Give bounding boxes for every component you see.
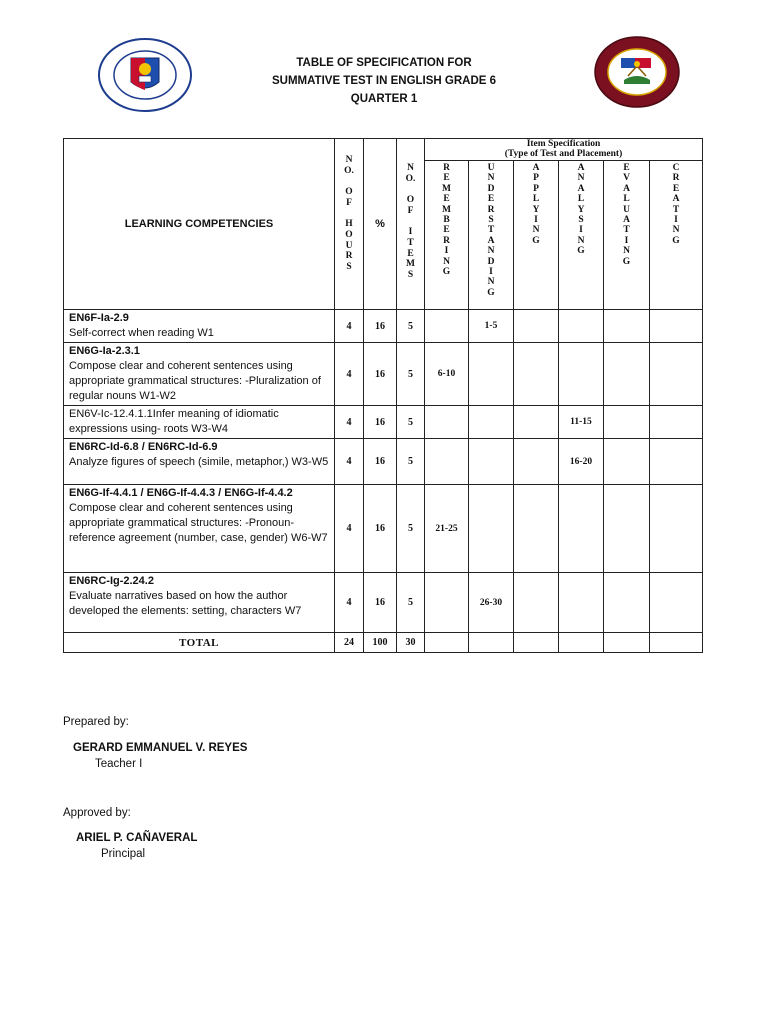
competency-description: Evaluate narratives based on how the author developed the elements: setting, characters W7: [69, 590, 302, 617]
item-spec-line-1: Item Specification: [526, 139, 601, 149]
total-row: [64, 633, 703, 653]
items-cell: 5: [397, 439, 425, 485]
hours-cell: 4: [335, 310, 364, 343]
analysing-cell: 11-15: [559, 406, 604, 439]
competency-description: Self-correct when reading W1: [69, 327, 214, 339]
understanding-cell: 26-30: [469, 573, 514, 633]
table-row: [64, 343, 703, 406]
header-remembering: R E M E M B E R I N G: [425, 161, 469, 310]
competency-cell: [64, 573, 335, 633]
total-hours: 24: [335, 633, 364, 653]
items-cell: 5: [397, 343, 425, 406]
applying-cell: [514, 406, 559, 439]
percent-cell: 16: [364, 485, 397, 573]
competency-code: EN6RC-Id-6.8 / EN6RC-Id-6.9: [69, 441, 218, 453]
approved-by-name: ARIEL P. CAÑAVERAL: [76, 832, 198, 844]
specification-table: [63, 138, 703, 653]
total-empty-cell: [604, 633, 650, 653]
creating-cell: [650, 310, 703, 343]
applying-cell: [514, 439, 559, 485]
table-row: [64, 406, 703, 439]
evaluating-cell: [604, 485, 650, 573]
percent-cell: 16: [364, 343, 397, 406]
school-seal-logo: [594, 36, 680, 108]
analysing-cell: [559, 310, 604, 343]
header-no-of-items: N O. O F I T E M S: [397, 139, 425, 310]
items-cell: 5: [397, 406, 425, 439]
hours-cell: 4: [335, 439, 364, 485]
percent-cell: 16: [364, 439, 397, 485]
header-learning-competencies: LEARNING COMPETENCIES: [64, 139, 335, 310]
approved-by-role: Principal: [101, 848, 146, 860]
understanding-cell: 1-5: [469, 310, 514, 343]
applying-cell: [514, 343, 559, 406]
header-understanding: U N D E R S T A N D I N G: [469, 161, 514, 310]
total-empty-cell: [425, 633, 469, 653]
title-line-1: TABLE OF SPECIFICATION FOR: [296, 57, 472, 69]
items-cell: 5: [397, 310, 425, 343]
table-row: [64, 439, 703, 485]
competency-description: Analyze figures of speech (simile, metaphor,) W3-W5: [69, 456, 329, 468]
header-applying: A P P L Y I N G: [514, 161, 559, 310]
understanding-cell: [469, 485, 514, 573]
evaluating-cell: [604, 343, 650, 406]
total-empty-cell: [559, 633, 604, 653]
analysing-cell: [559, 573, 604, 633]
hours-cell: 4: [335, 573, 364, 633]
approved-by-label: Approved by:: [63, 807, 131, 819]
total-label: TOTAL: [64, 633, 335, 653]
competency-code: EN6G-If-4.4.1 / EN6G-If-4.4.3 / EN6G-If-4.4.2: [69, 487, 293, 499]
total-percent: 100: [364, 633, 397, 653]
title-line-2: SUMMATIVE TEST IN ENGLISH GRADE 6: [271, 75, 497, 87]
total-empty-cell: [650, 633, 703, 653]
creating-cell: [650, 573, 703, 633]
prepared-by-role: Teacher I: [95, 758, 143, 770]
remembering-cell: 21-25: [425, 485, 469, 573]
percent-cell: 16: [364, 406, 397, 439]
creating-cell: [650, 439, 703, 485]
evaluating-cell: [604, 310, 650, 343]
understanding-cell: [469, 343, 514, 406]
evaluating-cell: [604, 439, 650, 485]
analysing-cell: 16-20: [559, 439, 604, 485]
total-items: 30: [397, 633, 425, 653]
table-row: [64, 310, 703, 343]
remembering-cell: [425, 310, 469, 343]
creating-cell: [650, 343, 703, 406]
hours-cell: 4: [335, 406, 364, 439]
competency-cell: [64, 439, 335, 485]
hours-cell: 4: [335, 485, 364, 573]
understanding-cell: [469, 439, 514, 485]
applying-cell: [514, 485, 559, 573]
header-percent: %: [364, 139, 397, 310]
applying-cell: [514, 310, 559, 343]
remembering-cell: 6-10: [425, 343, 469, 406]
table-row: [64, 485, 703, 573]
competency-description: Compose clear and coherent sentences using appropriate grammatical structures: -Pronoun-reference agreement (number, case, gender) W6-W7: [69, 502, 328, 544]
remembering-cell: [425, 573, 469, 633]
header-creating: C R E A T I N G: [650, 161, 703, 310]
competency-code: EN6F-Ia-2.9: [69, 312, 129, 324]
prepared-by-name: GERARD EMMANUEL V. REYES: [73, 742, 248, 754]
creating-cell: [650, 485, 703, 573]
header-no-of-hours: N O. O F H O U R S: [335, 139, 364, 310]
competency-cell: [64, 310, 335, 343]
header-evaluating: E V A L U A T I N G: [604, 161, 650, 310]
items-cell: 5: [397, 485, 425, 573]
items-cell: 5: [397, 573, 425, 633]
hours-cell: 4: [335, 343, 364, 406]
evaluating-cell: [604, 573, 650, 633]
header-item-specification: [425, 139, 703, 161]
table-row: [64, 573, 703, 633]
document-title: [200, 54, 568, 108]
understanding-cell: [469, 406, 514, 439]
total-empty-cell: [469, 633, 514, 653]
prepared-by-label: Prepared by:: [63, 716, 129, 728]
creating-cell: [650, 406, 703, 439]
competency-description: EN6V-Ic-12.4.1.1Infer meaning of idiomatic expressions using- roots W3-W4: [69, 408, 279, 435]
title-line-3: QUARTER 1: [350, 93, 418, 105]
competency-cell: [64, 343, 335, 406]
analysing-cell: [559, 485, 604, 573]
remembering-cell: [425, 406, 469, 439]
deped-seal-logo: [98, 38, 192, 112]
competency-code: EN6G-Ia-2.3.1: [69, 345, 140, 357]
evaluating-cell: [604, 406, 650, 439]
competency-cell: [64, 485, 335, 573]
percent-cell: 16: [364, 310, 397, 343]
item-spec-line-2: (Type of Test and Placement): [504, 149, 623, 159]
competency-cell: [64, 406, 335, 439]
total-empty-cell: [514, 633, 559, 653]
analysing-cell: [559, 343, 604, 406]
percent-cell: 16: [364, 573, 397, 633]
header-analysing: A N A L Y S I N G: [559, 161, 604, 310]
applying-cell: [514, 573, 559, 633]
competency-description: Compose clear and coherent sentences using appropriate grammatical structures: -Pluralization of regular nouns W1-W2: [69, 360, 321, 402]
competency-code: EN6RC-Ig-2.24.2: [69, 575, 154, 587]
remembering-cell: [425, 439, 469, 485]
